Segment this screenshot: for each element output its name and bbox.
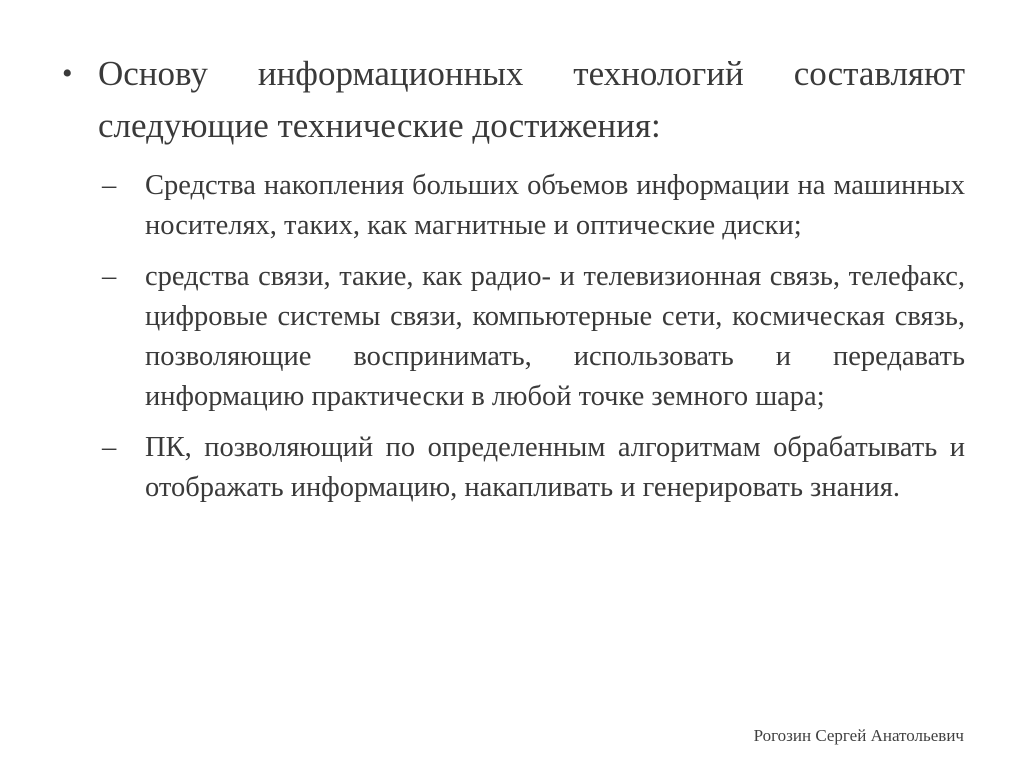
sub-bullet-item xyxy=(60,428,965,508)
sub-bullet-text: средства связи, такие, как радио- и телевизионная связь, телефакс, цифровые системы связи, компьютерные сети, космическая связь, позволяющие воспринимать, использовать и передавать информацию практически в любой точке земного шара; xyxy=(145,261,965,412)
sub-bullet-list xyxy=(60,166,965,508)
main-bullet-text: Основу информационных технологий составляют следующие технические достижения: xyxy=(98,54,965,145)
sub-bullet-text: Средства накопления больших объемов информации на машинных носителях, таких, как магнитные и оптические диски; xyxy=(145,170,965,241)
dash-icon: – xyxy=(102,170,117,201)
slide-content xyxy=(60,48,965,519)
dash-icon: – xyxy=(102,432,117,463)
sub-bullet-item xyxy=(60,257,965,417)
dash-icon: – xyxy=(102,261,117,292)
bullet-dot-icon: • xyxy=(62,57,73,90)
main-bullet-item xyxy=(60,48,965,152)
author-name: Рогозин Сергей Анатольевич xyxy=(753,726,964,745)
sub-bullet-item xyxy=(60,166,965,246)
sub-bullet-text: ПК, позволяющий по определенным алгоритмам обрабатывать и отображать информацию, накапливать и генерировать знания. xyxy=(145,432,965,503)
